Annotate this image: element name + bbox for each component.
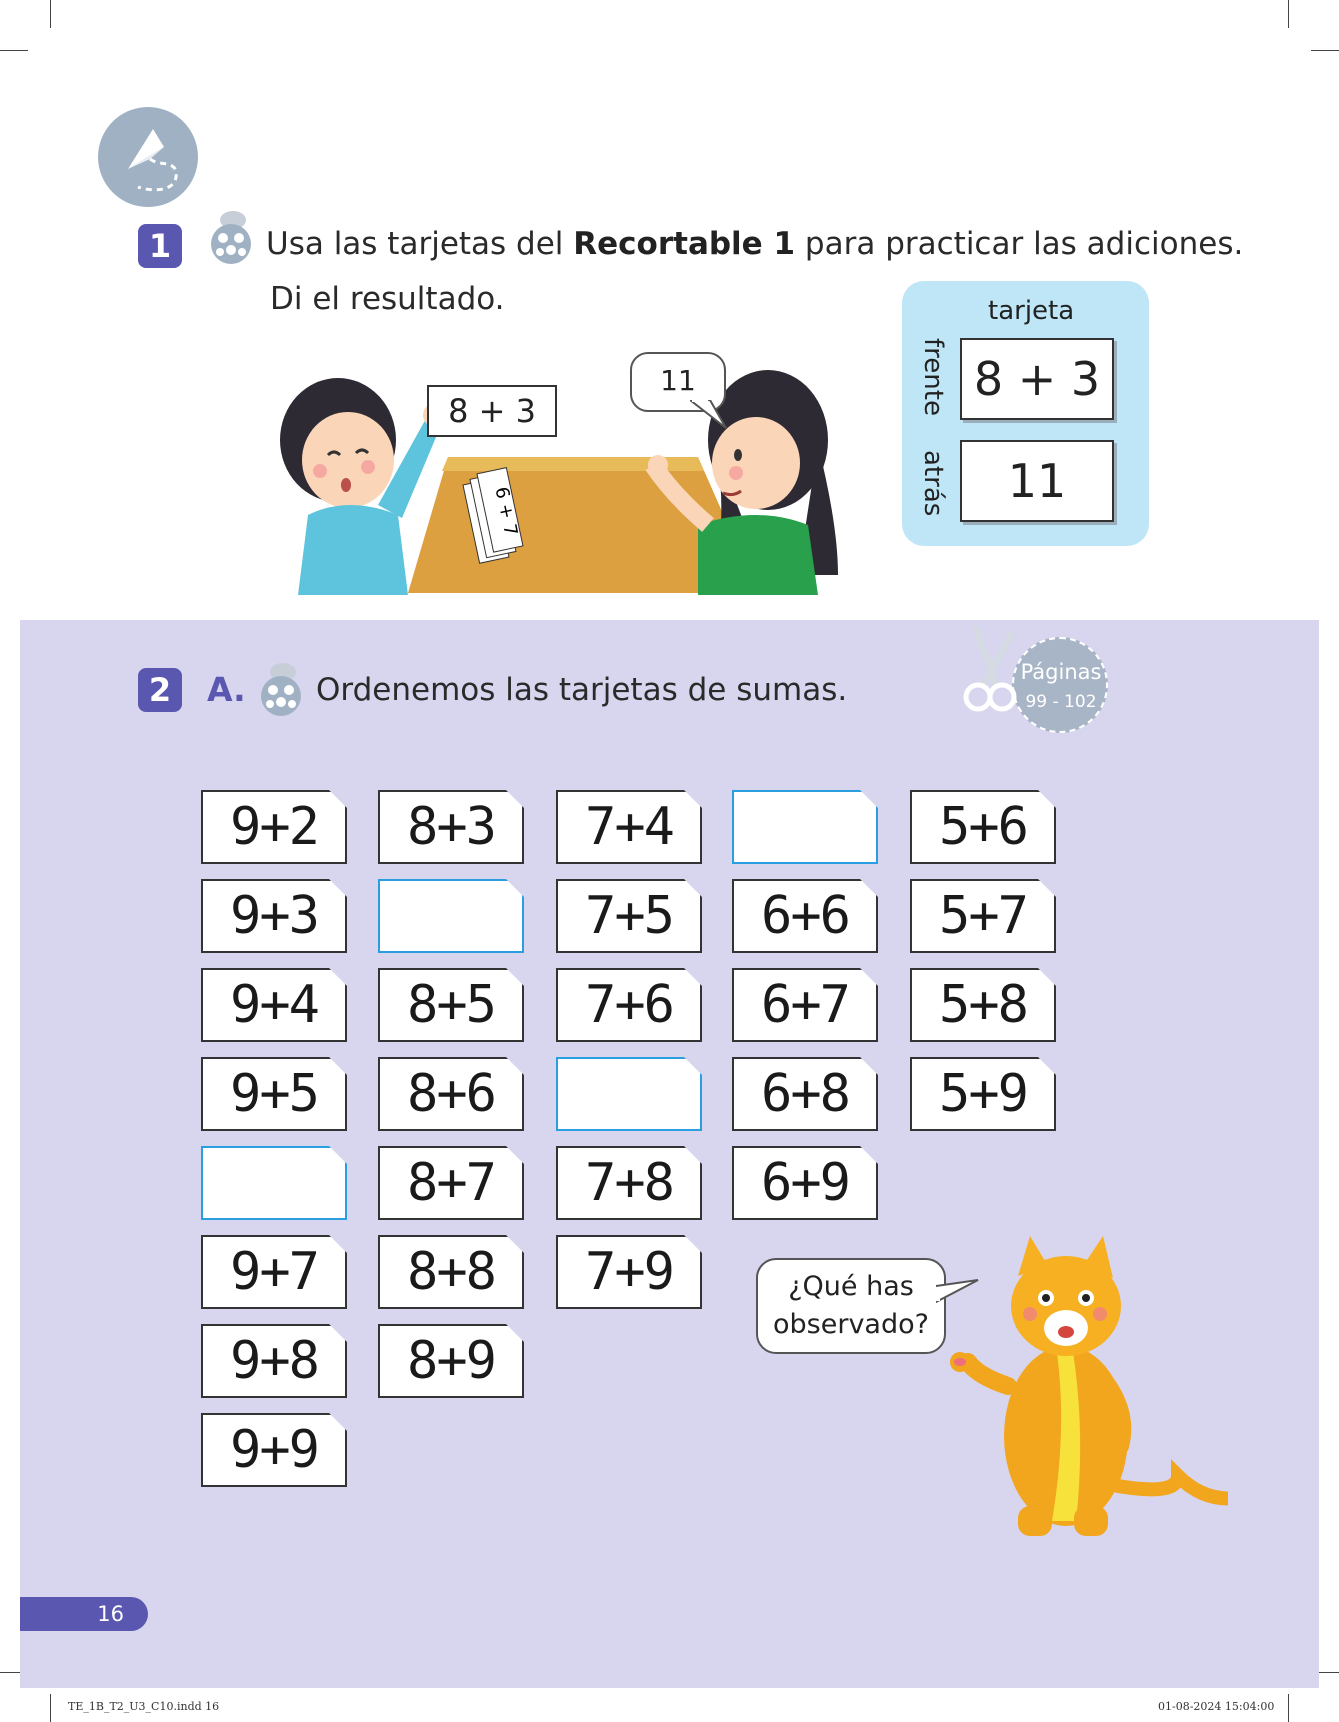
addition-card: 5+8: [910, 968, 1056, 1042]
addition-card: 7+5: [556, 879, 702, 953]
addition-card: 8+7: [378, 1146, 524, 1220]
exercise-number-2: 2: [138, 668, 182, 712]
crop-mark: [1311, 50, 1339, 51]
empty-card: [732, 790, 878, 864]
addition-card: 8+3: [378, 790, 524, 864]
part-label: A.: [207, 670, 246, 709]
cat-speech-bubble: [756, 1258, 946, 1354]
addition-card: 5+9: [910, 1057, 1056, 1131]
cutout-pages: 99 - 102: [1025, 692, 1097, 712]
cat-speech-line2: observado?: [773, 1309, 929, 1340]
addition-card: 6+9: [732, 1146, 878, 1220]
footer-file: TE_1B_T2_U3_C10.indd 16: [68, 1700, 220, 1713]
footer-timestamp: 01-08-2024 15:04:00: [1158, 1700, 1275, 1713]
addition-card: 7+6: [556, 968, 702, 1042]
stack-card-label: 6 + 7: [490, 485, 522, 538]
addition-card: 8+5: [378, 968, 524, 1042]
instruction-2: Ordenemos las tarjetas de sumas.: [316, 672, 848, 708]
addition-card: 9+9: [201, 1413, 347, 1487]
speech-bubble-tail: [690, 400, 730, 430]
legend-back-label: atrás: [918, 450, 948, 517]
instruction-1-line2: Di el resultado.: [270, 281, 505, 317]
addition-card: 5+7: [910, 879, 1056, 953]
addition-card: 9+5: [201, 1057, 347, 1131]
empty-card: [556, 1057, 702, 1131]
addition-card: 9+8: [201, 1324, 347, 1398]
crop-mark: [0, 50, 28, 51]
crop-mark: [50, 0, 51, 28]
addition-card: 9+4: [201, 968, 347, 1042]
kite-icon: [98, 107, 198, 207]
addition-card: 9+3: [201, 879, 347, 953]
addition-card: 6+8: [732, 1057, 878, 1131]
scissors-icon: [956, 625, 1026, 715]
legend-front-label: frente: [918, 338, 948, 416]
addition-card: 7+4: [556, 790, 702, 864]
exercise-number-1: 1: [138, 224, 182, 268]
addition-card: 8+9: [378, 1324, 524, 1398]
instruction-1: Usa las tarjetas del Recortable 1 para practicar las adiciones.: [266, 226, 1244, 262]
addition-card: 8+6: [378, 1057, 524, 1131]
legend-front-card: 8 + 3: [960, 338, 1114, 420]
legend-title: tarjeta: [988, 296, 1075, 326]
addition-card: 9+2: [201, 790, 347, 864]
addition-card: 6+6: [732, 879, 878, 953]
addition-card: 7+8: [556, 1146, 702, 1220]
cutout-title: Páginas: [1020, 660, 1102, 684]
page-number: 16: [20, 1597, 148, 1631]
children-illustration: [268, 345, 888, 595]
crop-mark: [1288, 1694, 1289, 1722]
addition-card: 9+7: [201, 1235, 347, 1309]
addition-card: 7+9: [556, 1235, 702, 1309]
addition-card: 8+8: [378, 1235, 524, 1309]
group-work-icon: [256, 660, 306, 718]
crop-mark: [50, 1694, 51, 1722]
empty-card: [201, 1146, 347, 1220]
cat-speech-line1: ¿Qué has: [788, 1271, 914, 1302]
speech-bubble: 11: [630, 352, 726, 412]
cat-character: [948, 1236, 1228, 1546]
group-work-icon: [206, 208, 256, 266]
held-card: 8 + 3: [427, 385, 557, 437]
empty-card: [378, 879, 524, 953]
cutout-badge: [1012, 637, 1108, 733]
addition-card: 6+7: [732, 968, 878, 1042]
legend-back-card: 11: [960, 440, 1114, 522]
addition-card: 5+6: [910, 790, 1056, 864]
crop-mark: [1288, 0, 1289, 28]
